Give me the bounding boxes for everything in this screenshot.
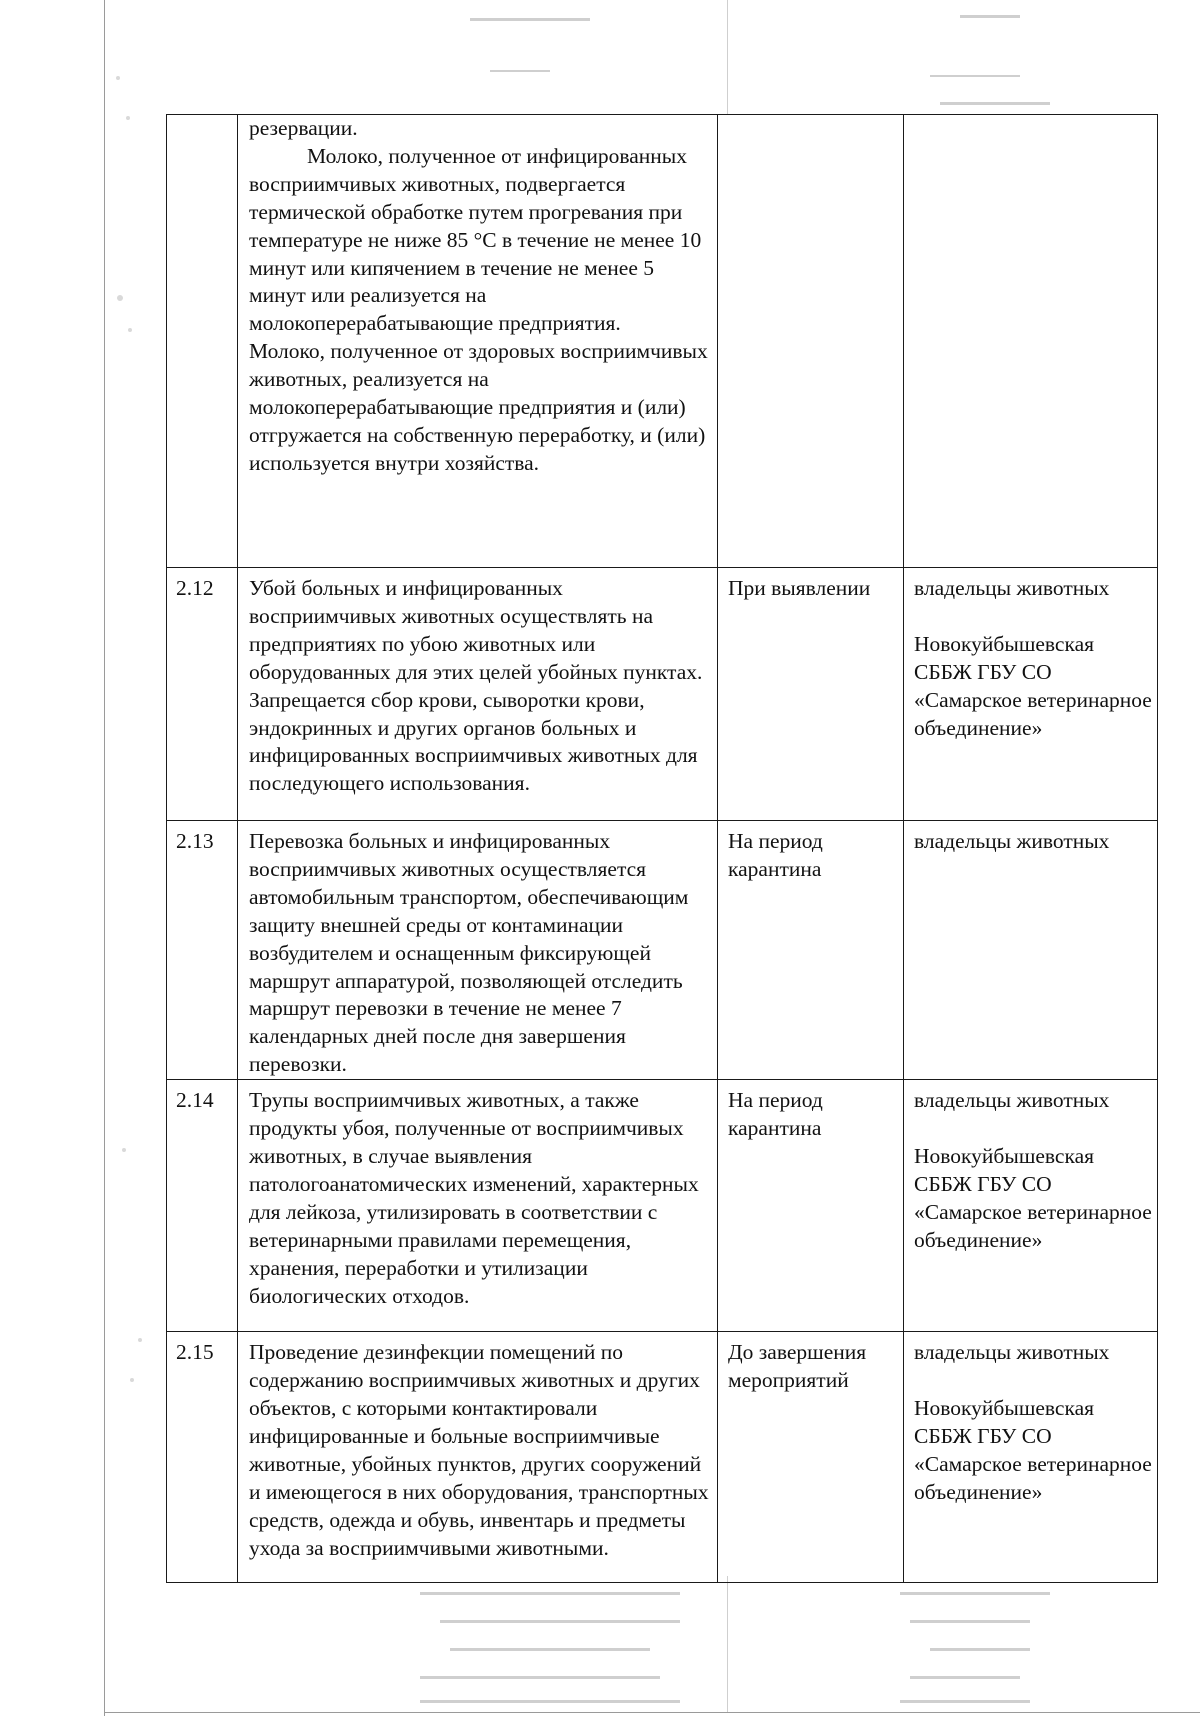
continuation-paragraph: Молоко, полученное от инфицированных восприимчивых животных, подвергается термической обработке путем прогревания при температуре не ниже 85 °С в течение не менее 10 минут или кипячением в течение не менее 5 минут или реализуется на молокоперерабатывающие предприятия. — [249, 143, 702, 336]
row-responsible — [904, 568, 1158, 821]
scan-border-bottom — [104, 1712, 1200, 1713]
description-cell — [238, 115, 718, 568]
responsible-organization: Новокуйбышевская СББЖ ГБУ СО «Самарское ветеринарное объединение» — [914, 1143, 1152, 1252]
term-cell — [718, 115, 904, 568]
measures-table — [166, 114, 1158, 1583]
table-row-2-15 — [167, 1332, 1158, 1583]
row-term: При выявлении — [718, 568, 904, 821]
row-description: Перевозка больных и инфицированных восприимчивых животных осуществляется автомобильным транспортом, обеспечивающим защиту внешней среды от контаминации возбудителем и оснащенным фиксирующей маршрут аппаратурой, позволяющей отследить маршрут перевозки в течение не менее 7 календарных дней после дня завершения перевозки. — [238, 821, 718, 1080]
row-description: Проведение дезинфекции помещений по содержанию восприимчивых животных и других объектов, с которыми контактировали инфицированные и больные восприимчивые животные, убойных пунктов, других сооружений и имеющегося в них оборудования, транспортных средств, одежда и обувь, инвентарь и предметы ухода за восприимчивыми животными. — [238, 1332, 718, 1583]
responsible-cell — [904, 115, 1158, 568]
continuation-line: резервации. — [249, 116, 358, 140]
responsible-owner: владельцы животных — [914, 1088, 1110, 1113]
row-number: 2.14 — [167, 1080, 238, 1332]
row-responsible — [904, 1332, 1158, 1583]
responsible-organization: Новокуйбышевская СББЖ ГБУ СО «Самарское ветеринарное объединение» — [914, 1395, 1152, 1504]
row-number: 2.13 — [167, 821, 238, 1080]
row-responsible — [904, 1080, 1158, 1332]
responsible-owner: владельцы животных — [914, 829, 1110, 853]
row-term: До завершения мероприятий — [718, 1332, 904, 1583]
continuation-paragraph: Молоко, полученное от здоровых восприимчивых животных, реализуется на молокоперерабатывающие предприятия и (или) отгружается на собственную переработку, и (или) используется внутри хозяйства. — [249, 339, 708, 475]
table-row-continuation — [167, 115, 1158, 568]
table-row-2-13 — [167, 821, 1158, 1080]
number-cell — [167, 115, 238, 568]
responsible-owner: владельцы животных — [914, 576, 1110, 600]
table-row-2-14 — [167, 1080, 1158, 1332]
row-number: 2.12 — [167, 568, 238, 821]
row-description: Трупы восприимчивых животных, а также продукты убоя, полученные от восприимчивых животных, в случае выявления патологоанатомических изменений, характерных для лейкоза, утилизировать в соответствии с ветеринарными правилами перемещения, хранения, переработки и утилизации биологических отходов. — [238, 1080, 718, 1332]
scan-fold-line-bottom — [727, 1576, 728, 1712]
scan-fold-line — [727, 0, 728, 114]
responsible-organization: Новокуйбышевская СББЖ ГБУ СО «Самарское ветеринарное объединение» — [914, 631, 1152, 740]
table-row-2-12 — [167, 568, 1158, 821]
row-term: На период карантина — [718, 1080, 904, 1332]
row-term: На период карантина — [718, 821, 904, 1080]
responsible-owner: владельцы животных — [914, 1340, 1110, 1365]
row-description: Убой больных и инфицированных восприимчивых животных осуществлять на предприятиях по убою животных или оборудованных для этих целей убойных пунктах. Запрещается сбор крови, сыворотки крови, эндокринных и других органов больных и инфицированных восприимчивых животных для последующего использования. — [238, 568, 718, 821]
row-number: 2.15 — [167, 1332, 238, 1583]
row-responsible — [904, 821, 1158, 1080]
scan-border-left — [104, 0, 105, 1716]
